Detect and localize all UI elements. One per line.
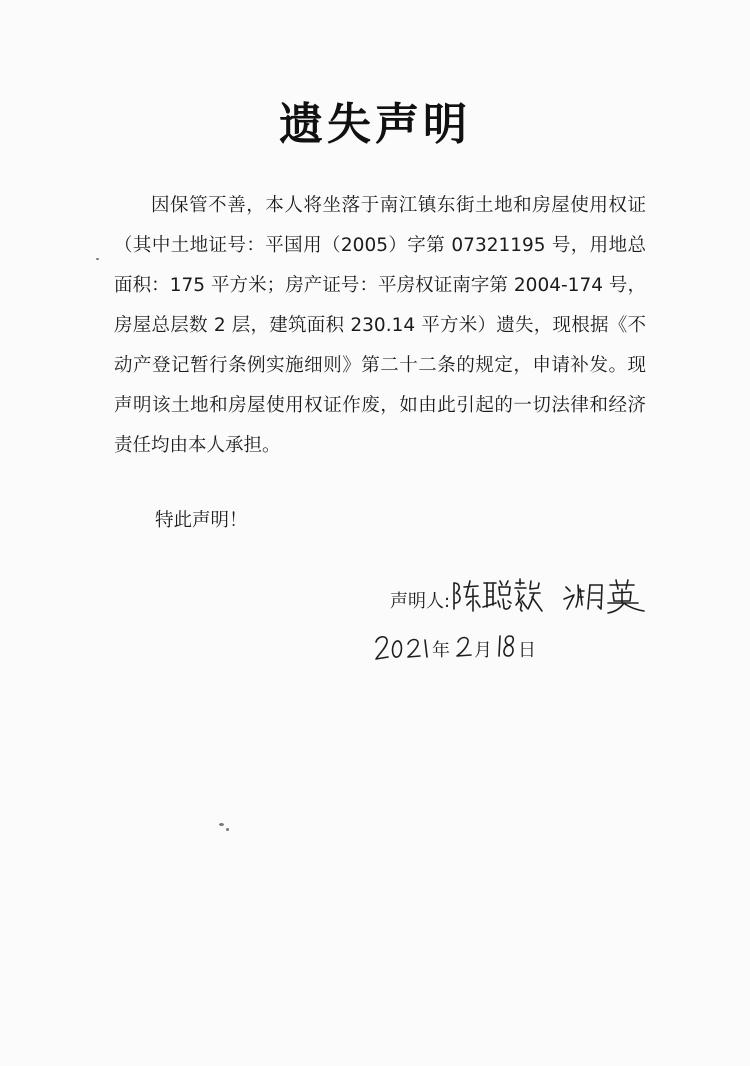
date-month-char: 月 [474,640,492,661]
signer-label: 声明人: [390,591,451,612]
signature-block [390,575,690,615]
date-day-char: 日 [518,640,536,661]
paper-speck [219,823,224,826]
paper-speck [226,828,229,831]
date-year-char: 年 [432,640,450,661]
paper-speck [96,258,99,260]
document-title: 遗失声明 [279,99,471,150]
statement-paragraph: 因保管不善，本人将坐落于南江镇东街土地和房屋使用权证（其中土地证号：平国用（2005）字第 07321195 号，用地总面积：175 平方米；房产证号：平房权证南字第 2004-174 号，房屋总层数 2 层，建筑面积 230.14 平方米）遗失，现根据《不动产登记暂行条例实施细则》第二十二条的规定，申请补发。现声明该土地和房屋使用权证作废，如由此引起的一切法律和经济责任均由本人承担。 [114,195,646,456]
handwritten-signature [448,575,668,615]
statement-body [114,186,646,466]
date-block [372,626,572,666]
closing-line: 特此声明！ [155,510,248,531]
handwritten-date-numerals [372,626,572,666]
